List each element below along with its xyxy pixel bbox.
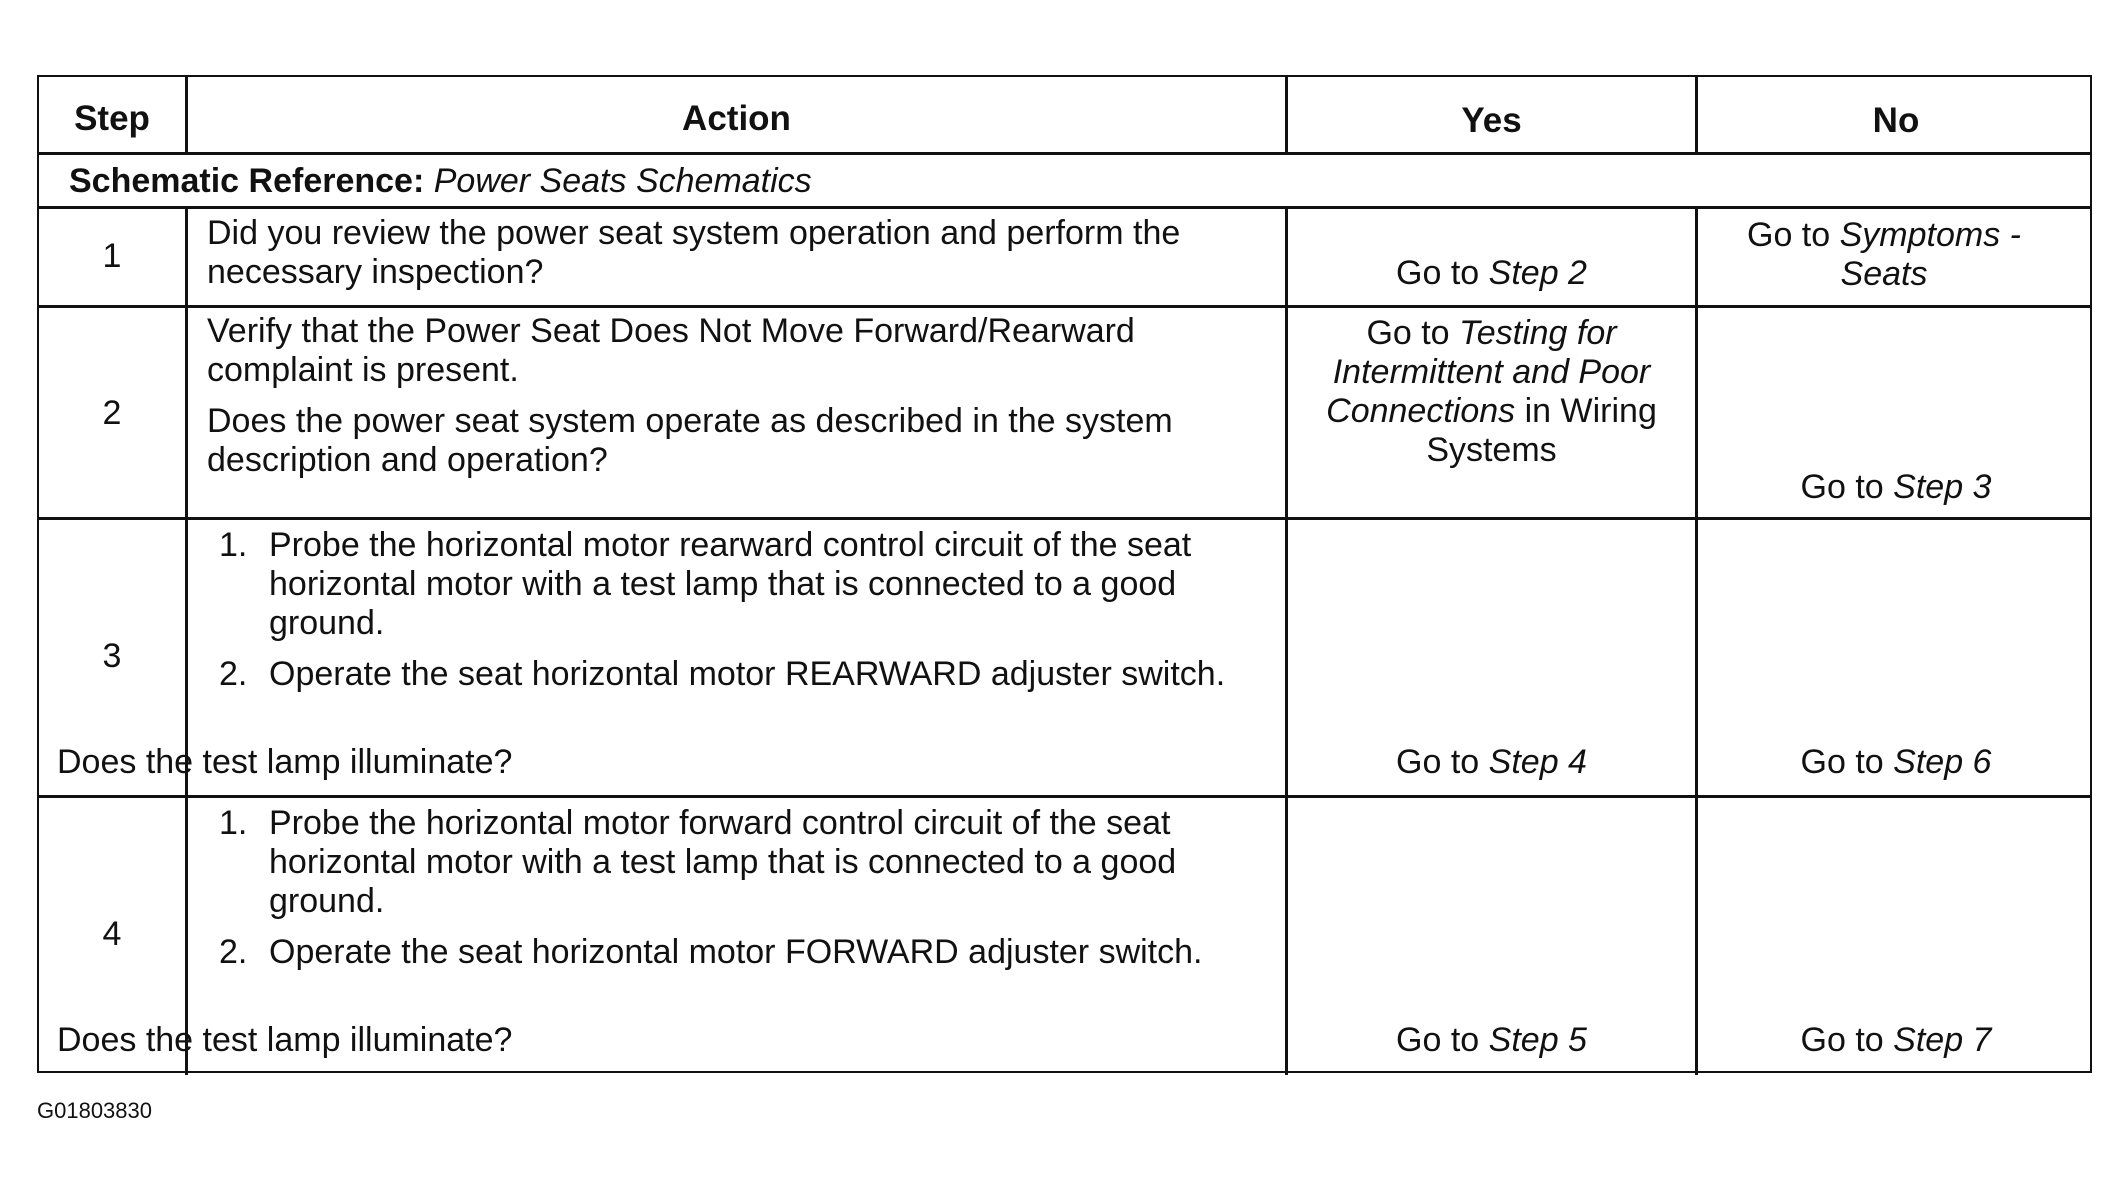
rule-row-2: [39, 517, 2090, 520]
no-1-prefix: Go to: [1747, 216, 1831, 254]
rule-row-1: [39, 305, 2090, 308]
no-1-link[interactable]: Symptoms - Seats: [1839, 216, 2021, 293]
yes-4-link[interactable]: Step 5: [1488, 1021, 1587, 1059]
step-number-2: 2: [102, 394, 122, 432]
yes-3-link[interactable]: Step 4: [1488, 743, 1587, 781]
list-item: 1. Probe the horizontal motor rearward control circuit of the seat horizontal motor with a test lamp that is connected to a good ground.: [219, 526, 1192, 642]
step-number-1: 1: [102, 237, 122, 275]
action-2-question: Does the power seat system operate as described in the system description and operation?: [207, 402, 1173, 479]
no-1: [1709, 216, 2059, 294]
step-number-3: 3: [102, 637, 122, 675]
rule-col-3b: [1695, 207, 1698, 1075]
no-3-link[interactable]: Step 6: [1893, 743, 1992, 781]
action-3-list: [189, 526, 1269, 694]
action-4: [189, 804, 1269, 984]
action-4-question: Does the test lamp illuminate?: [57, 1021, 513, 1059]
header-action: Action: [682, 99, 791, 138]
list-item: 2. Operate the seat horizontal motor FORWARD adjuster switch.: [219, 933, 1203, 971]
action-2: [207, 312, 1267, 480]
action-3: [189, 526, 1269, 706]
rule-row-3: [39, 795, 2090, 798]
yes-2-suffix: in Wiring Systems: [1426, 392, 1657, 469]
rule-schematic: [39, 206, 2090, 209]
no-4-prefix: Go to: [1800, 1021, 1884, 1059]
figure-id: G01803830: [37, 1098, 152, 1123]
step-number-4: 4: [102, 915, 122, 953]
yes-1-prefix: Go to: [1396, 254, 1480, 292]
yes-4: [1288, 1021, 1695, 1060]
no-3-prefix: Go to: [1800, 743, 1884, 781]
list-item: 1. Probe the horizontal motor forward control circuit of the seat horizontal motor with a test lamp that is connected to a good ground.: [219, 804, 1177, 920]
yes-2-prefix: Go to: [1366, 314, 1450, 352]
yes-2: [1314, 314, 1669, 470]
no-2-link[interactable]: Step 3: [1893, 468, 1992, 506]
action-4-list: [189, 804, 1269, 972]
yes-3: [1288, 743, 1695, 782]
action-2-verify: Verify that the Power Seat Does Not Move Forward/Rearward complaint is present.: [207, 312, 1135, 389]
no-3: [1698, 743, 2094, 782]
yes-4-prefix: Go to: [1396, 1021, 1480, 1059]
list-item: 2. Operate the seat horizontal motor REARWARD adjuster switch.: [219, 655, 1226, 693]
schematic-label: Schematic Reference:: [69, 162, 425, 200]
no-2: [1698, 468, 2094, 507]
yes-1-link[interactable]: Step 2: [1488, 254, 1587, 292]
yes-2-link[interactable]: Testing for Intermittent and Poor Connections: [1326, 314, 1651, 430]
diagnostic-table: [37, 75, 2092, 1073]
no-4-link[interactable]: Step 7: [1893, 1021, 1992, 1059]
yes-3-prefix: Go to: [1396, 743, 1480, 781]
schematic-reference: [69, 162, 1969, 201]
rule-col-1b: [185, 207, 188, 1075]
action-1: Did you review the power seat system operation and perform the necessary inspection?: [207, 214, 1181, 291]
no-2-prefix: Go to: [1800, 468, 1884, 506]
action-3-question: Does the test lamp illuminate?: [57, 743, 513, 781]
header-yes: Yes: [1461, 101, 1522, 140]
yes-1: [1288, 254, 1695, 293]
rule-header: [39, 152, 2090, 155]
header-no: No: [1872, 101, 1920, 140]
no-4: [1698, 1021, 2094, 1060]
rule-col-2b: [1285, 207, 1288, 1075]
header-step: Step: [74, 99, 150, 138]
schematic-link[interactable]: Power Seats Schematics: [433, 162, 812, 200]
